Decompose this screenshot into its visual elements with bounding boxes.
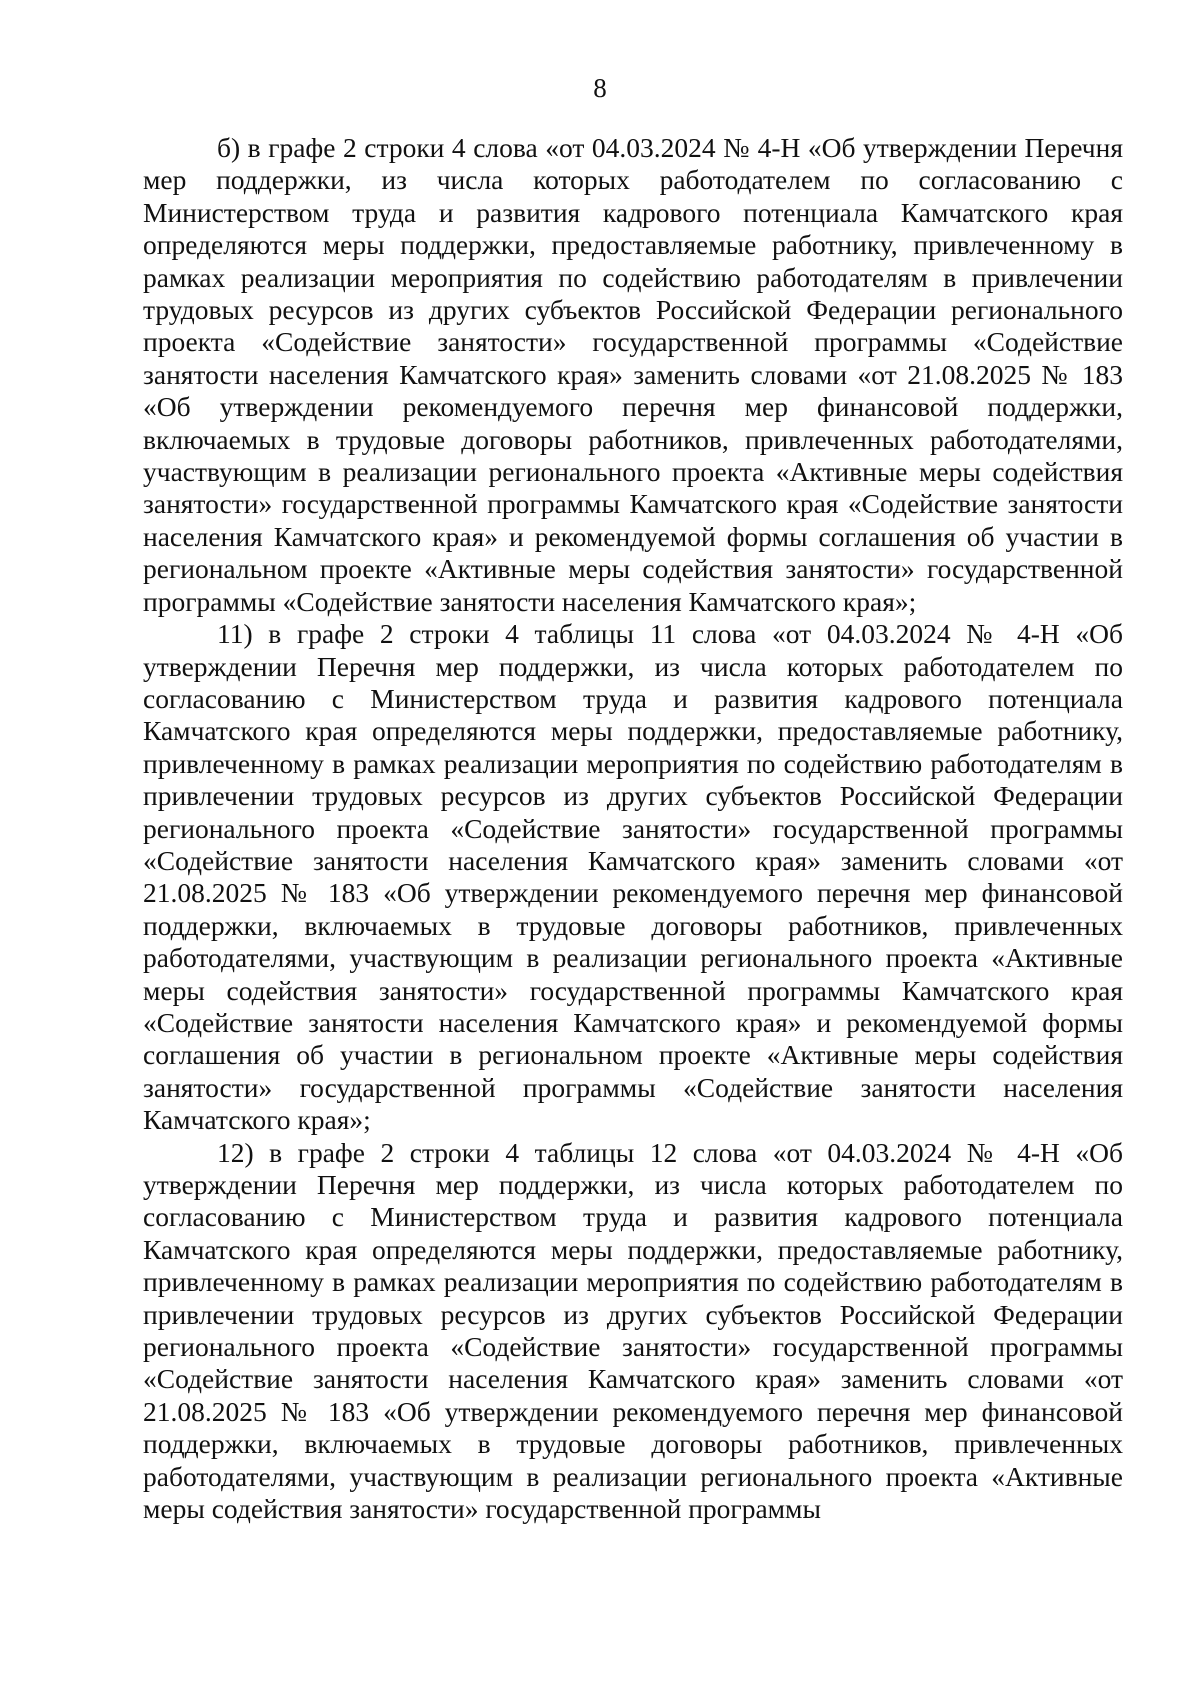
- paragraph-b: б) в графе 2 строки 4 слова «от 04.03.2024 № 4-Н «Об утверждении Перечня мер поддержки, из числа которых работодателем по согласованию с Министерством труда и развития кадрового потенциала Камчатского края определяются меры поддержки, предоставляемые работнику, привлеченному в рамках реализации мероприятия по содействию работодателям в привлечении трудовых ресурсов из других субъектов Российской Федерации регионального проекта «Содействие занятости» государственной программы «Содействие занятости населения Камчатского края» заменить словами «от 21.08.2025 № 183 «Об утверждении рекомендуемого перечня мер финансовой поддержки, включаемых в трудовые договоры работников, привлеченных работодателями, участвующим в реализации регионального проекта «Активные меры содействия занятости» государственной программы Камчатского края «Содействие занятости населения Камчатского края» и рекомендуемой формы соглашения об участии в региональном проекте «Активные меры содействия занятости» государственной программы «Содействие занятости населения Камчатского края»;: [143, 132, 1123, 617]
- paragraph-11: 11) в графе 2 строки 4 таблицы 11 слова «от 04.03.2024 № 4-Н «Об утверждении Перечня мер поддержки, из числа которых работодателем по согласованию с Министерством труда и развития кадрового потенциала Камчатского края определяются меры поддержки, предоставляемые работнику, привлеченному в рамках реализации мероприятия по содействию работодателям в привлечении трудовых ресурсов из других субъектов Российской Федерации регионального проекта «Содействие занятости» государственной программы «Содействие занятости населения Камчатского края» заменить словами «от 21.08.2025 № 183 «Об утверждении рекомендуемого перечня мер финансовой поддержки, включаемых в трудовые договоры работников, привлеченных работодателями, участвующим в реализации регионального проекта «Активные меры содействия занятости» государственной программы Камчатского края «Содействие занятости населения Камчатского края» и рекомендуемой формы соглашения об участии в региональном проекте «Активные меры содействия занятости» государственной программы «Содействие занятости населения Камчатского края»;: [143, 618, 1123, 1136]
- document-body: [143, 132, 1123, 1525]
- page-number: 8: [593, 73, 607, 103]
- paragraph-12: 12) в графе 2 строки 4 таблицы 12 слова «от 04.03.2024 № 4-Н «Об утверждении Перечня мер поддержки, из числа которых работодателем по согласованию с Министерством труда и развития кадрового потенциала Камчатского края определяются меры поддержки, предоставляемые работнику, привлеченному в рамках реализации мероприятия по содействию работодателям в привлечении трудовых ресурсов из других субъектов Российской Федерации регионального проекта «Содействие занятости» государственной программы «Содействие занятости населения Камчатского края» заменить словами «от 21.08.2025 № 183 «Об утверждении рекомендуемого перечня мер финансовой поддержки, включаемых в трудовые договоры работников, привлеченных работодателями, участвующим в реализации регионального проекта «Активные меры содействия занятости» государственной программы: [143, 1136, 1123, 1525]
